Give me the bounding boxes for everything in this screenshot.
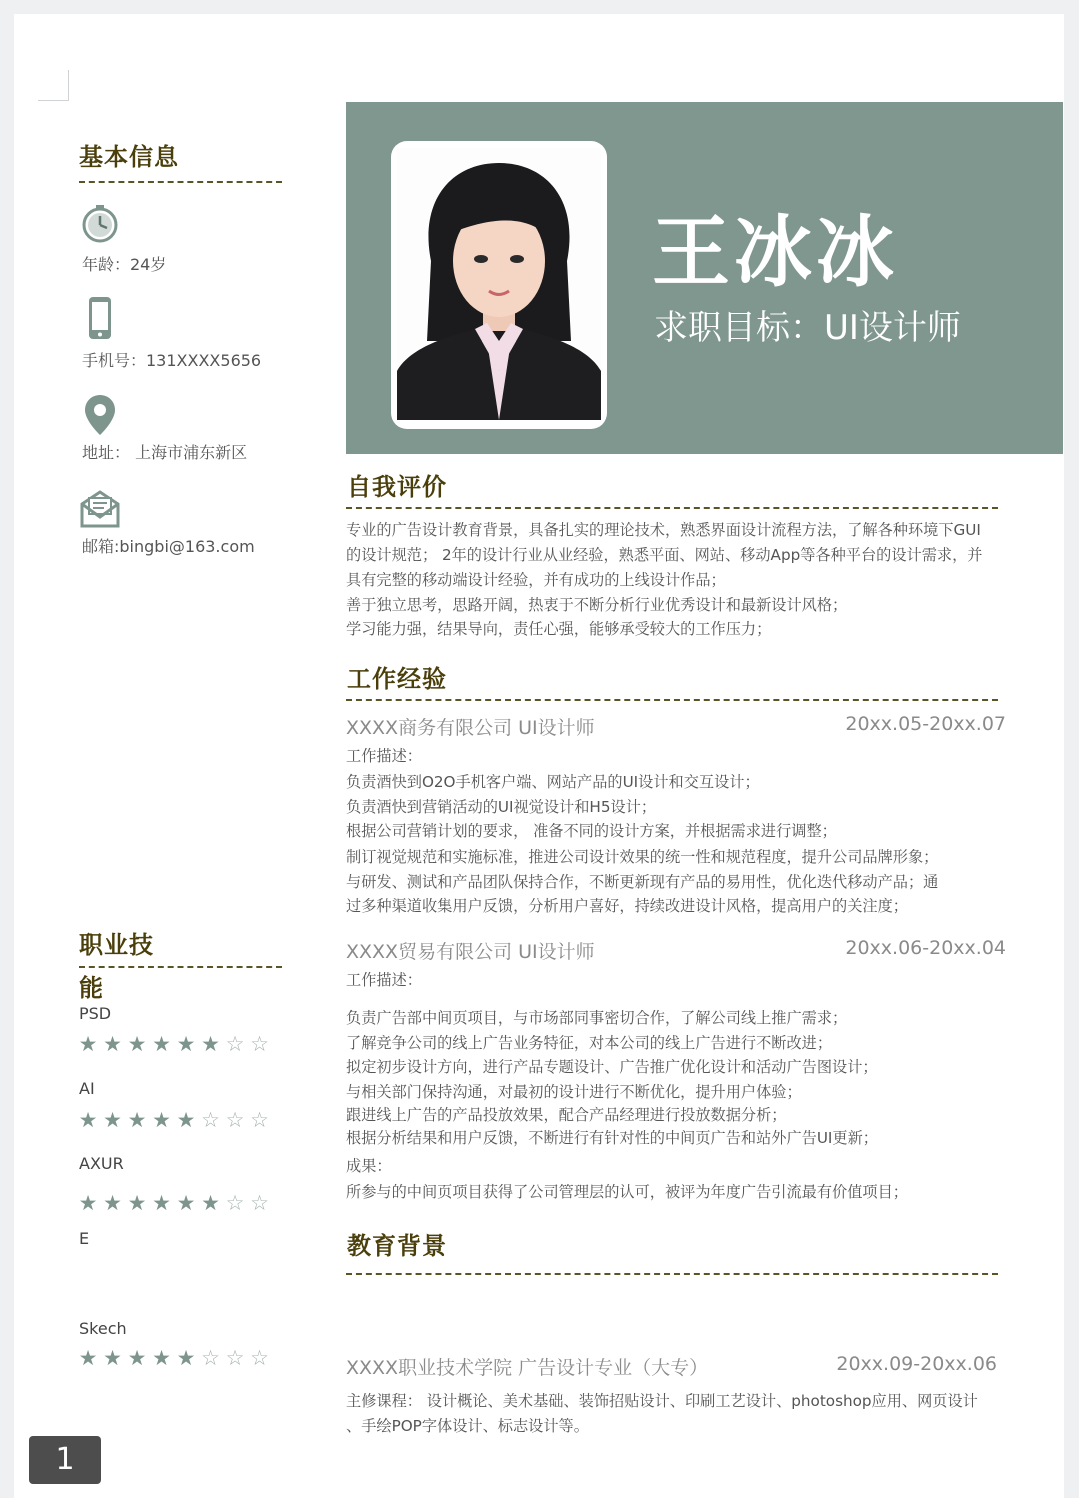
star-filled-icon: ★: [152, 1108, 171, 1132]
job-desc-line: 与研发、测试和产品团队保持合作，不断更新现有产品的易用性，优化迭代移动产品；通: [346, 873, 939, 891]
job-header: [346, 937, 1006, 964]
self-eval-line: 具有完整的移动端设计经验，并有成功的上线设计作品；: [346, 571, 726, 589]
clock-icon: [80, 204, 120, 248]
star-filled-icon: ★: [103, 1108, 122, 1132]
star-filled-icon: ★: [78, 1032, 98, 1056]
star-filled-icon: ★: [176, 1032, 196, 1056]
skill-name: AI: [79, 1079, 95, 1098]
school-name: XXXX职业技术学院 广告设计专业（大专）: [346, 1357, 709, 1379]
job-desc-line: 了解竞争公司的线上广告业务特征，对本公司的线上广告进行不断改进；: [346, 1034, 832, 1052]
job-result-label: 成果：: [346, 1157, 392, 1175]
job-result-text: 所参与的中间页项目获得了公司管理层的认可，被评为年度广告引流最有价值项目；: [346, 1183, 908, 1201]
job-desc-line: 制订视觉规范和实施标准，推进公司设计效果的统一性和规范程度，提升公司品牌形象；: [346, 848, 939, 866]
education-period: 20xx.09-20xx.06: [836, 1353, 997, 1375]
education-header: [346, 1353, 997, 1380]
star-filled-icon: ★: [152, 1191, 171, 1215]
divider: [79, 181, 282, 183]
skill-name: Skech: [79, 1319, 127, 1338]
self-eval-line: 专业的广告设计教育背景，具备扎实的理论技术，熟悉界面设计流程方法，了解各种环境下GUI: [346, 521, 981, 539]
star-filled-icon: ★: [201, 1191, 220, 1215]
star-filled-icon: ★: [152, 1032, 171, 1056]
portrait-photo: [391, 141, 607, 429]
star-empty-icon: ☆: [225, 1108, 245, 1132]
job-desc-line: 过多种渠道收集用户反馈，分析用户喜好，持续改进设计风格，提高用户的关注度；: [346, 897, 908, 915]
work-title: 工作经验: [347, 665, 447, 693]
divider: [346, 507, 998, 509]
star-empty-icon: ☆: [225, 1191, 245, 1215]
job-desc-label: 工作描述：: [346, 971, 422, 989]
age-text: 年龄：24岁: [82, 255, 167, 274]
job-desc-line: 拟定初步设计方向，进行产品专题设计、广告推广优化设计和活动广告图设计；: [346, 1058, 878, 1076]
skill-name: E: [79, 1229, 90, 1248]
job-desc-line: 负责酒快到营销活动的UI视觉设计和H5设计；: [346, 798, 657, 816]
email-text: 邮箱:bingbi@163.com: [82, 537, 255, 556]
star-filled-icon: ★: [176, 1346, 196, 1370]
skill-name: PSD: [79, 1004, 112, 1023]
divider: [79, 966, 282, 968]
star-filled-icon: ★: [127, 1032, 147, 1056]
job-desc-line: 跟进线上广告的产品投放效果，配合产品经理进行投放数据分析；: [346, 1106, 787, 1124]
star-filled-icon: ★: [103, 1346, 122, 1370]
star-empty-icon: ☆: [225, 1032, 245, 1056]
education-title: 教育背景: [347, 1232, 447, 1260]
divider: [346, 1273, 998, 1275]
location-pin-icon: [84, 394, 116, 440]
star-filled-icon: ★: [103, 1191, 122, 1215]
crop-mark: [38, 70, 69, 101]
job-period: 20xx.06-20xx.04: [845, 937, 1006, 959]
job-company: XXXX商务有限公司 UI设计师: [346, 717, 595, 739]
skills-title-wrap: 能: [79, 974, 104, 1002]
job-period: 20xx.05-20xx.07: [845, 713, 1006, 735]
star-filled-icon: ★: [127, 1191, 147, 1215]
envelope-icon: [80, 490, 120, 532]
star-empty-icon: ☆: [250, 1032, 269, 1056]
job-desc-line: 负责酒快到O2O手机客户端、网站产品的UI设计和交互设计；: [346, 773, 760, 791]
skill-rating: [78, 1034, 270, 1055]
star-filled-icon: ★: [176, 1191, 196, 1215]
star-filled-icon: ★: [78, 1191, 98, 1215]
courses-line: 主修课程： 设计概论、美术基础、装饰招贴设计、印刷工艺设计、photoshop应用、网页设计: [346, 1392, 978, 1410]
star-filled-icon: ★: [127, 1108, 147, 1132]
star-filled-icon: ★: [103, 1032, 122, 1056]
star-filled-icon: ★: [78, 1108, 98, 1132]
phone-icon: [88, 296, 112, 344]
skills-title: 职业技: [79, 931, 154, 959]
skill-name: AXUR: [79, 1154, 124, 1173]
address-text: 地址： 上海市浦东新区: [82, 443, 248, 462]
job-desc-line: 与相关部门保持沟通，对最初的设计进行不断优化，提升用户体验；: [346, 1083, 802, 1101]
page-number-badge[interactable]: 1: [29, 1436, 101, 1484]
star-empty-icon: ☆: [201, 1346, 220, 1370]
star-filled-icon: ★: [152, 1346, 171, 1370]
job-desc-label: 工作描述：: [346, 747, 422, 765]
star-filled-icon: ★: [127, 1346, 147, 1370]
basic-info-title: 基本信息: [79, 143, 179, 171]
self-eval-line: 善于独立思考，思路开阔，热衷于不断分析行业优秀设计和最新设计风格；: [346, 596, 848, 614]
star-filled-icon: ★: [176, 1108, 196, 1132]
star-empty-icon: ☆: [201, 1108, 220, 1132]
skill-rating: [78, 1110, 270, 1131]
star-filled-icon: ★: [78, 1346, 98, 1370]
self-eval-line: 的设计规范； 2年的设计行业从业经验，熟悉平面、网站、移动App等各种平台的设计需求，并: [346, 546, 983, 564]
star-empty-icon: ☆: [225, 1346, 245, 1370]
skill-rating: [78, 1348, 270, 1369]
job-header: [346, 713, 1006, 740]
job-desc-line: 根据分析结果和用户反馈，不断进行有针对性的中间页广告和站外广告UI更新；: [346, 1129, 878, 1147]
candidate-name: 王冰冰: [652, 208, 899, 298]
self-eval-title: 自我评价: [347, 473, 447, 501]
skill-rating: [78, 1193, 270, 1214]
job-company: XXXX贸易有限公司 UI设计师: [346, 941, 595, 963]
star-filled-icon: ★: [201, 1032, 220, 1056]
job-desc-line: 负责广告部中间页项目，与市场部同事密切合作，了解公司线上推广需求；: [346, 1009, 848, 1027]
star-empty-icon: ☆: [250, 1108, 269, 1132]
star-empty-icon: ☆: [250, 1191, 269, 1215]
job-desc-line: 根据公司营销计划的要求， 准备不同的设计方案，并根据需求进行调整；: [346, 822, 837, 840]
job-objective: 求职目标：UI设计师: [654, 308, 961, 348]
courses-line: 、手绘POP字体设计、标志设计等。: [346, 1417, 589, 1435]
phone-text: 手机号：131XXXX5656: [82, 351, 262, 370]
self-eval-line: 学习能力强，结果导向，责任心强，能够承受较大的工作压力；: [346, 620, 772, 638]
star-empty-icon: ☆: [250, 1346, 269, 1370]
divider: [346, 699, 998, 701]
